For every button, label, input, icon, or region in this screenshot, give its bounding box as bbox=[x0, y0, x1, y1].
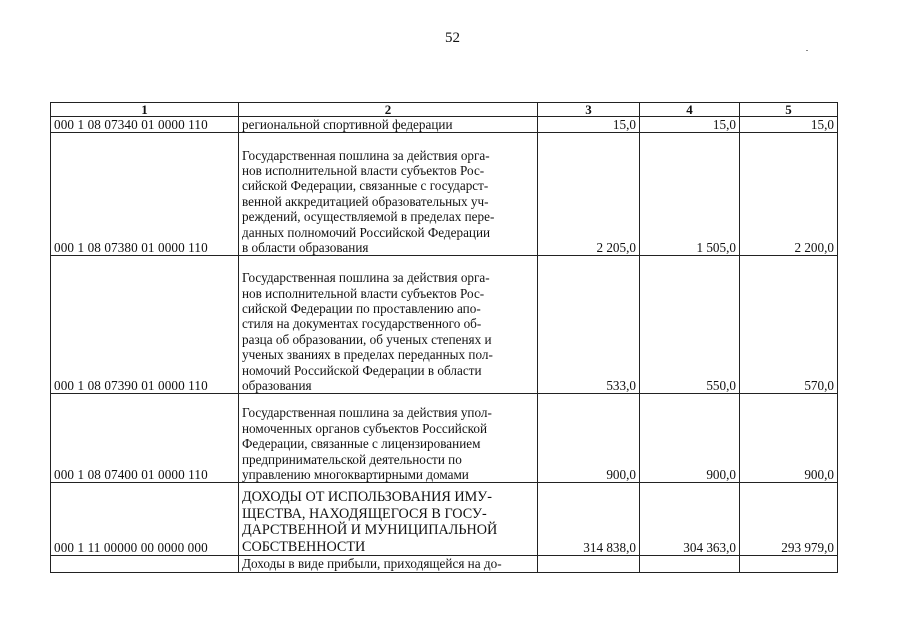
revenue-name-line: в области образования bbox=[242, 240, 369, 255]
amount-cell-v3: 2 205,0 bbox=[538, 133, 640, 256]
amount-cell-v3: 900,0 bbox=[538, 394, 640, 483]
budget-code-cell: 000 1 08 07380 01 0000 110 bbox=[51, 133, 239, 256]
revenue-name-line: СОБСТВЕННОСТИ bbox=[242, 538, 366, 555]
amount-cell-v4 bbox=[640, 556, 740, 572]
amount-cell-v5: 15,0 bbox=[740, 117, 838, 133]
revenue-name-line: данных полномочий Российской Федерации bbox=[242, 224, 491, 240]
budget-code-cell bbox=[51, 556, 239, 572]
revenue-name-cell bbox=[239, 256, 538, 394]
revenue-name-line: ЩЕСТВА, НАХОДЯЩЕГОСЯ В ГОСУ- bbox=[242, 505, 487, 522]
amount-cell-v4: 304 363,0 bbox=[640, 483, 740, 556]
table-row bbox=[51, 394, 838, 483]
revenue-name-line: сийской Федерации по проставлению апо- bbox=[242, 300, 481, 316]
revenue-name-line: управлению многоквартирными домами bbox=[242, 467, 469, 482]
column-number-4: 4 bbox=[640, 103, 740, 117]
amount-cell-v4: 1 505,0 bbox=[640, 133, 740, 256]
revenue-name-cell bbox=[239, 117, 538, 133]
budget-code-cell: 000 1 08 07340 01 0000 110 bbox=[51, 117, 239, 133]
table-body bbox=[51, 117, 838, 573]
revenue-name-line: стиля на документах государственного об- bbox=[242, 316, 482, 332]
revenue-name-line: предпринимательской деятельности по bbox=[242, 451, 462, 467]
amount-cell-v5 bbox=[740, 556, 838, 572]
table-row bbox=[51, 556, 838, 572]
column-number-5: 5 bbox=[740, 103, 838, 117]
revenue-name-line: венной аккредитацией образовательных уч- bbox=[242, 193, 489, 209]
page-number: 52 bbox=[445, 30, 460, 46]
budget-code-cell: 000 1 08 07390 01 0000 110 bbox=[51, 256, 239, 394]
revenue-name-cell bbox=[239, 133, 538, 256]
column-number-1: 1 bbox=[51, 103, 239, 117]
column-number-2: 2 bbox=[239, 103, 538, 117]
revenue-name-line: Государственная пошлина за действия орга- bbox=[242, 147, 490, 163]
revenue-name-cell bbox=[239, 483, 538, 556]
amount-cell-v3 bbox=[538, 556, 640, 572]
amount-cell-v5: 570,0 bbox=[740, 256, 838, 394]
revenue-name-cell bbox=[239, 394, 538, 483]
table-row bbox=[51, 117, 838, 133]
revenue-name-line: номочий Российской Федерации в области bbox=[242, 362, 482, 378]
revenue-name-line: номоченных органов субъектов Российской bbox=[242, 420, 488, 436]
amount-cell-v5: 293 979,0 bbox=[740, 483, 838, 556]
revenue-name-line: ДОХОДЫ ОТ ИСПОЛЬЗОВАНИЯ ИМУ- bbox=[242, 489, 492, 506]
revenue-name-line: Государственная пошлина за действия упол- bbox=[242, 405, 492, 421]
revenue-name-line: региональной спортивной федерации bbox=[242, 117, 453, 132]
table-row bbox=[51, 483, 838, 556]
table-row bbox=[51, 256, 838, 394]
column-number-3: 3 bbox=[538, 103, 640, 117]
revenue-name-line: нов исполнительной власти субъектов Рос- bbox=[242, 285, 485, 301]
amount-cell-v4: 15,0 bbox=[640, 117, 740, 133]
revenue-name-line: Доходы в виде прибыли, приходящейся на до- bbox=[242, 556, 502, 572]
revenue-name-line: образования bbox=[242, 378, 312, 393]
revenue-name-line: нов исполнительной власти субъектов Рос- bbox=[242, 162, 485, 178]
revenue-name-line: сийской Федерации, связанные с государст- bbox=[242, 178, 489, 194]
revenue-name-line: Государственная пошлина за действия орга- bbox=[242, 270, 490, 286]
revenue-name-line: Федерации, связанные с лицензированием bbox=[242, 436, 481, 452]
scan-speck bbox=[806, 50, 808, 51]
amount-cell-v5: 900,0 bbox=[740, 394, 838, 483]
revenue-name-line: реждений, осуществляемой в пределах пере- bbox=[242, 209, 495, 225]
amount-cell-v4: 550,0 bbox=[640, 256, 740, 394]
table-row bbox=[51, 133, 838, 256]
amount-cell-v3: 15,0 bbox=[538, 117, 640, 133]
budget-code-cell: 000 1 11 00000 00 0000 000 bbox=[51, 483, 239, 556]
amount-cell-v4: 900,0 bbox=[640, 394, 740, 483]
amount-cell-v3: 314 838,0 bbox=[538, 483, 640, 556]
revenue-name-line: ученых званиях в пределах переданных пол- bbox=[242, 347, 493, 363]
amount-cell-v3: 533,0 bbox=[538, 256, 640, 394]
amount-cell-v5: 2 200,0 bbox=[740, 133, 838, 256]
budget-code-cell: 000 1 08 07400 01 0000 110 bbox=[51, 394, 239, 483]
column-number-row bbox=[51, 103, 838, 117]
revenue-table bbox=[50, 102, 838, 573]
revenue-name-cell bbox=[239, 556, 538, 572]
revenue-name-line: разца об образовании, об ученых степенях и bbox=[242, 331, 492, 347]
revenue-name-line: ДАРСТВЕННОЙ И МУНИЦИПАЛЬНОЙ bbox=[242, 522, 498, 539]
